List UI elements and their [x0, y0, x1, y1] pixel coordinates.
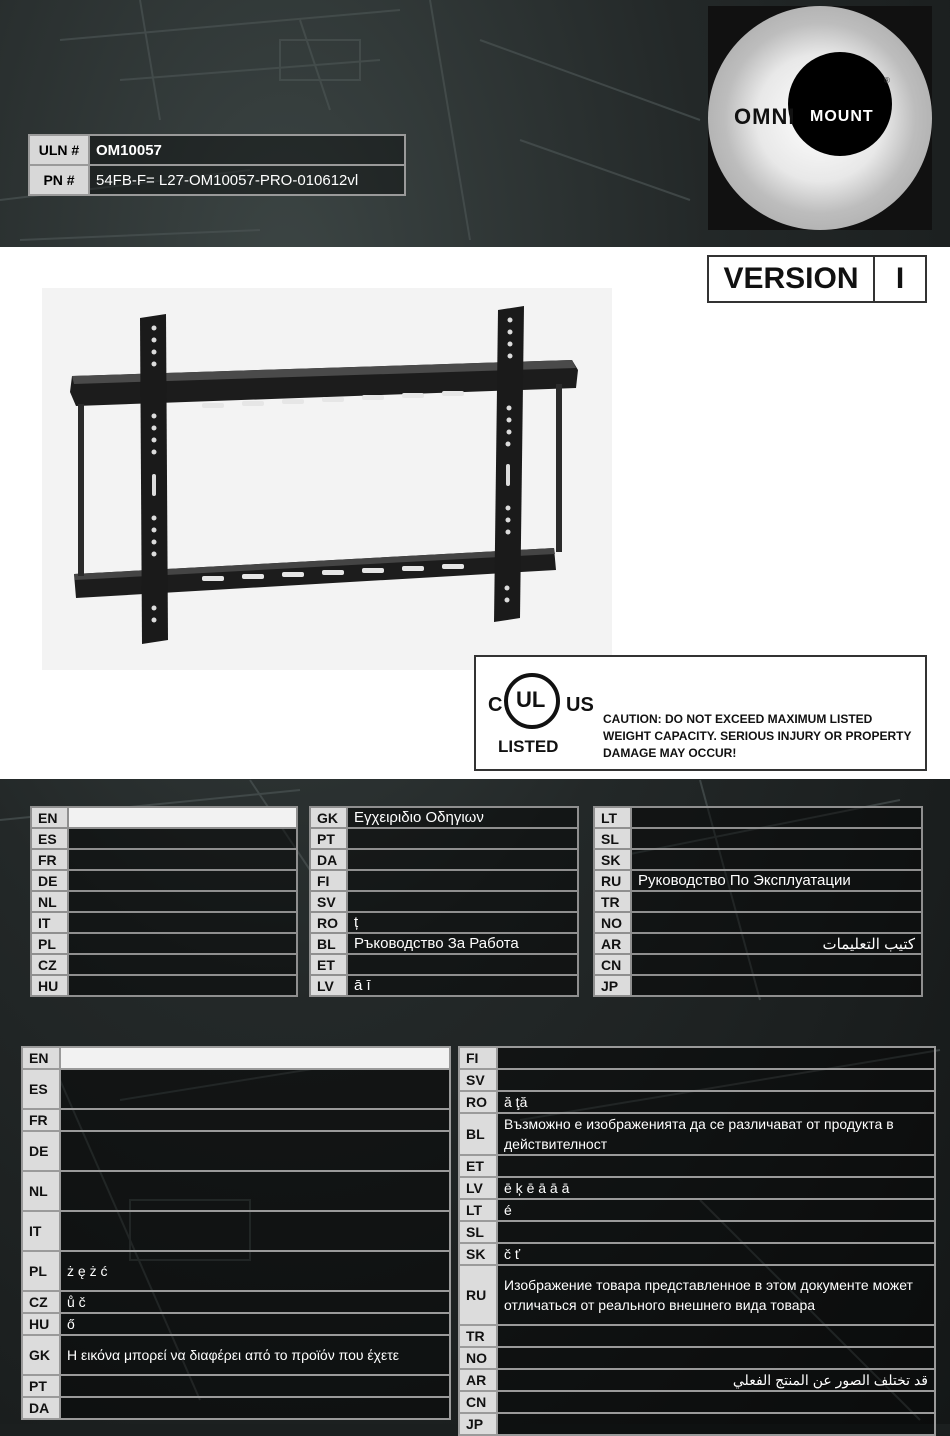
lang-text	[497, 1069, 935, 1091]
lang-row-ro	[310, 912, 578, 933]
lang-code: FI	[310, 870, 347, 891]
lang-text: كتيب التعليمات	[631, 933, 922, 954]
lang-code: FR	[31, 849, 68, 870]
lang-text	[347, 849, 578, 870]
lang-text: ő	[60, 1313, 450, 1335]
lang-row-cn	[459, 1391, 935, 1413]
lang-text	[68, 807, 297, 828]
lang-code: NL	[31, 891, 68, 912]
lang-row-cz	[22, 1291, 450, 1313]
lang-text	[497, 1047, 935, 1069]
lang-text	[347, 891, 578, 912]
lang-row-ar	[594, 933, 922, 954]
lang-text	[68, 891, 297, 912]
lang-text	[631, 891, 922, 912]
lang-code: BL	[310, 933, 347, 954]
lang-text: Η εικόνα μπορεί να διαφέρει από το προϊόν που έχετε	[60, 1335, 450, 1375]
lang-row-lv	[459, 1177, 935, 1199]
lang-code: SK	[459, 1243, 497, 1265]
lang-row-gk	[310, 807, 578, 828]
lang-code: GK	[22, 1335, 60, 1375]
lang-row-sv	[459, 1069, 935, 1091]
lang-row-bl	[459, 1113, 935, 1155]
lang-row-hu	[22, 1313, 450, 1335]
lang-code: SL	[459, 1221, 497, 1243]
ul-us-letters: US	[566, 694, 594, 716]
ul-listed-text: LISTED	[498, 737, 559, 756]
version-value: I	[895, 262, 905, 295]
lang-row-fr	[22, 1109, 450, 1131]
lang-text	[60, 1047, 450, 1069]
uln-key: ULN #	[29, 135, 89, 165]
lang-text	[497, 1325, 935, 1347]
lang-text	[60, 1171, 450, 1211]
language-table-1	[30, 806, 298, 997]
lang-text: é	[497, 1199, 935, 1221]
lang-text: ă ţă	[497, 1091, 935, 1113]
lang-code: ES	[31, 828, 68, 849]
lang-code: IT	[31, 912, 68, 933]
logo-mount-text: MOUNT	[810, 108, 874, 125]
lang-row-tr	[459, 1325, 935, 1347]
lang-row-sv	[310, 891, 578, 912]
lang-code: DA	[22, 1397, 60, 1419]
lang-code: CZ	[31, 954, 68, 975]
lang-code: DE	[22, 1131, 60, 1171]
lang-row-cn	[594, 954, 922, 975]
lang-code: PT	[310, 828, 347, 849]
lang-text: قد تختلف الصور عن المنتج الفعلي	[497, 1369, 935, 1391]
lang-code: LT	[459, 1199, 497, 1221]
lang-text: ț	[347, 912, 578, 933]
lang-text	[68, 933, 297, 954]
lang-code: SV	[310, 891, 347, 912]
lang-row-ru	[594, 870, 922, 891]
lang-row-de	[22, 1131, 450, 1171]
lang-code: PL	[22, 1251, 60, 1291]
lang-code: SV	[459, 1069, 497, 1091]
lang-row-tr	[594, 891, 922, 912]
logo-registered-mark: ®	[884, 76, 890, 85]
ul-listed-icon	[482, 665, 598, 741]
lang-row-no	[459, 1347, 935, 1369]
lang-text	[347, 954, 578, 975]
lang-row-pt	[310, 828, 578, 849]
lang-row-de	[31, 870, 297, 891]
lang-row-en	[31, 807, 297, 828]
lang-text	[497, 1413, 935, 1435]
lang-row-ru	[459, 1265, 935, 1325]
lang-row-ar	[459, 1369, 935, 1391]
lang-code: NL	[22, 1171, 60, 1211]
disclaimer-table-left	[21, 1046, 451, 1420]
lang-code: LV	[459, 1177, 497, 1199]
product-image	[42, 288, 612, 670]
lang-code: EN	[22, 1047, 60, 1069]
lang-text	[68, 975, 297, 996]
lang-row-it	[31, 912, 297, 933]
lang-row-nl	[31, 891, 297, 912]
lang-text	[347, 828, 578, 849]
lang-text: ā ī	[347, 975, 578, 996]
lang-code: LT	[594, 807, 631, 828]
lang-code: PL	[31, 933, 68, 954]
lang-row-it	[22, 1211, 450, 1251]
logo-omni-text: OMNI	[734, 104, 796, 129]
lang-text: č ť	[497, 1243, 935, 1265]
uln-value: OM10057	[89, 135, 405, 165]
lang-row-gk	[22, 1335, 450, 1375]
lang-text	[60, 1069, 450, 1109]
wall-mount-illustration	[42, 288, 612, 670]
lang-text	[68, 849, 297, 870]
lang-text	[60, 1211, 450, 1251]
lang-row-cz	[31, 954, 297, 975]
lang-code: LV	[310, 975, 347, 996]
lang-code: SL	[594, 828, 631, 849]
ul-caution-box	[474, 655, 927, 771]
lang-code: JP	[459, 1413, 497, 1435]
lang-text	[497, 1155, 935, 1177]
lang-row-pl	[31, 933, 297, 954]
lang-code: PT	[22, 1375, 60, 1397]
lang-code: ET	[310, 954, 347, 975]
lang-text	[631, 828, 922, 849]
lang-text	[60, 1109, 450, 1131]
version-box	[707, 255, 927, 303]
ul-c-letter: C	[488, 694, 503, 716]
lang-code: HU	[22, 1313, 60, 1335]
lang-code: TR	[459, 1325, 497, 1347]
lang-text: Изображение товара представленное в этом документе может отличаться от реального внешнего вида товара	[497, 1265, 935, 1325]
lang-text	[68, 870, 297, 891]
lang-code: DE	[31, 870, 68, 891]
pn-key: PN #	[29, 165, 89, 195]
language-table-2	[309, 806, 579, 997]
lang-row-nl	[22, 1171, 450, 1211]
lang-code: DA	[310, 849, 347, 870]
lang-code: CN	[594, 954, 631, 975]
lang-row-jp	[459, 1413, 935, 1435]
lang-text	[631, 912, 922, 933]
lang-code: ET	[459, 1155, 497, 1177]
lang-row-et	[310, 954, 578, 975]
lang-code: IT	[22, 1211, 60, 1251]
lang-code: AR	[459, 1369, 497, 1391]
lang-code: RU	[594, 870, 631, 891]
lang-row-fi	[459, 1047, 935, 1069]
lang-code: CZ	[22, 1291, 60, 1313]
lang-row-ro	[459, 1091, 935, 1113]
lang-text: ż ę ż ć	[60, 1251, 450, 1291]
lang-row-lv	[310, 975, 578, 996]
lang-row-hu	[31, 975, 297, 996]
lang-code: NO	[594, 912, 631, 933]
lang-code: RU	[459, 1265, 497, 1325]
lang-row-sk	[459, 1243, 935, 1265]
lang-row-da	[310, 849, 578, 870]
lang-text	[347, 870, 578, 891]
lang-row-fr	[31, 849, 297, 870]
language-table-3	[593, 806, 923, 997]
lang-text	[631, 849, 922, 870]
lang-row-es	[22, 1069, 450, 1109]
lang-row-lt	[459, 1199, 935, 1221]
omnimount-logo	[708, 6, 932, 230]
lang-text	[60, 1131, 450, 1171]
lang-text	[68, 912, 297, 933]
lang-text	[631, 975, 922, 996]
lang-row-pt	[22, 1375, 450, 1397]
lang-code: FR	[22, 1109, 60, 1131]
lang-code: GK	[310, 807, 347, 828]
lang-text: Ръководство За Работа	[347, 933, 578, 954]
lang-text	[68, 954, 297, 975]
lang-code: NO	[459, 1347, 497, 1369]
lang-code: JP	[594, 975, 631, 996]
lang-row-et	[459, 1155, 935, 1177]
lang-row-pl	[22, 1251, 450, 1291]
lang-row-es	[31, 828, 297, 849]
lang-text	[60, 1397, 450, 1419]
lang-row-sk	[594, 849, 922, 870]
lang-text: ů č	[60, 1291, 450, 1313]
lang-code: RO	[310, 912, 347, 933]
lang-code: SK	[594, 849, 631, 870]
lang-row-jp	[594, 975, 922, 996]
lang-code: ES	[22, 1069, 60, 1109]
lang-code: AR	[594, 933, 631, 954]
lang-text	[631, 807, 922, 828]
uln-row	[29, 135, 405, 165]
lang-code: BL	[459, 1113, 497, 1155]
lang-row-da	[22, 1397, 450, 1419]
lang-row-lt	[594, 807, 922, 828]
lang-text: ē ķ ē ā ā ā	[497, 1177, 935, 1199]
lang-text	[60, 1375, 450, 1397]
product-id-table	[28, 134, 406, 196]
lang-row-bl	[310, 933, 578, 954]
lang-text	[497, 1347, 935, 1369]
lang-text: Εγχειριδιο Οδηγιων	[347, 807, 578, 828]
lang-text	[68, 828, 297, 849]
lang-text	[497, 1391, 935, 1413]
version-label: VERSION	[709, 257, 875, 301]
lang-code: HU	[31, 975, 68, 996]
lang-text: Руководство По Эксплуатации	[631, 870, 922, 891]
lang-row-sl	[594, 828, 922, 849]
lang-row-en	[22, 1047, 450, 1069]
lang-text: Възможно е изображенията да се различават от продукта в действителност	[497, 1113, 935, 1155]
lang-code: TR	[594, 891, 631, 912]
ul-letters: UL	[516, 687, 546, 712]
lang-code: CN	[459, 1391, 497, 1413]
lang-code: FI	[459, 1047, 497, 1069]
lang-text	[631, 954, 922, 975]
lang-text	[497, 1221, 935, 1243]
pn-value: 54FB-F= L27-OM10057-PRO-010612vl	[89, 165, 405, 195]
lang-row-fi	[310, 870, 578, 891]
lang-row-no	[594, 912, 922, 933]
lang-code: EN	[31, 807, 68, 828]
caution-text: CAUTION: DO NOT EXCEED MAXIMUM LISTED WEIGHT CAPACITY. SERIOUS INJURY OR PROPERTY DAMAGE MAY OCCUR!	[603, 712, 912, 760]
lang-row-sl	[459, 1221, 935, 1243]
pn-row	[29, 165, 405, 195]
disclaimer-table-right	[458, 1046, 936, 1436]
lang-code: RO	[459, 1091, 497, 1113]
logo-center	[788, 52, 892, 156]
